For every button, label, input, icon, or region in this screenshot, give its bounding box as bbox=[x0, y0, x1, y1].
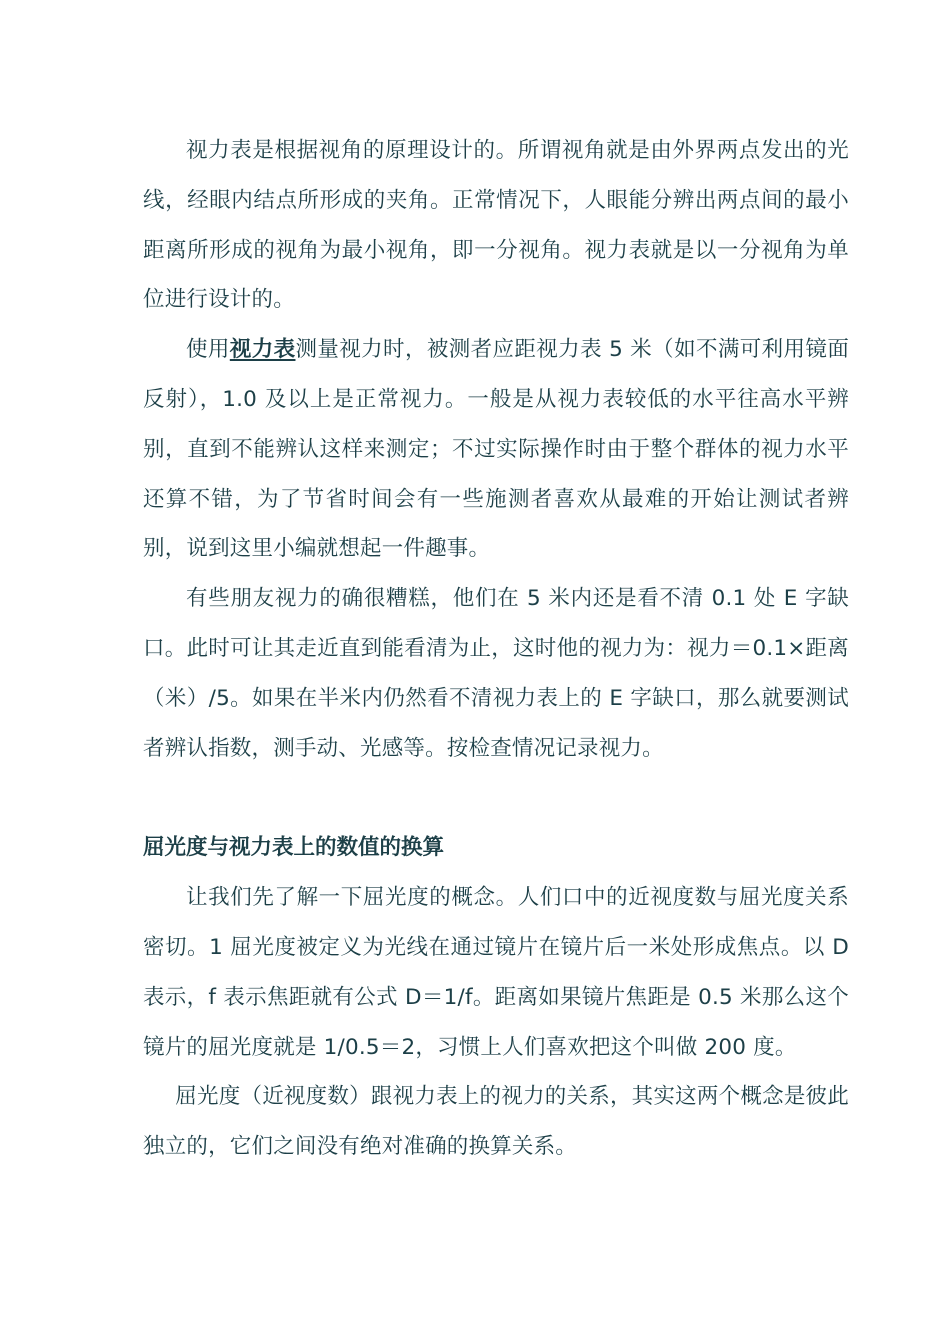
vision-chart-link[interactable]: 视力表 bbox=[229, 337, 296, 363]
section-spacer bbox=[143, 773, 849, 823]
paragraph-visual-angle: 视力表是根据视角的原理设计的。所谓视角就是由外界两点发出的光线，经眼内结点所形成的夹角。正常情况下，人眼能分辨出两点间的最小距离所形成的视角为最小视角，即一分视角。视力表就是以一分视角为单位进行设计的。 bbox=[143, 138, 849, 313]
paragraph-measurement bbox=[143, 325, 849, 574]
paragraph-measurement-body: 测量视力时，被测者应距视力表 5 米（如不满可利用镜面反射），1.0 及以上是正常视力。一般是从视力表较低的水平往高水平辨别，直到不能辨认这样来测定；不过实际操作时由于整个群体的视力水平还算不错，为了节省时间会有一些施测者喜欢从最难的开始让测试者辨别，说到这里小编就想起一件趣事。 bbox=[143, 337, 850, 562]
paragraph-diopter-definition: 让我们先了解一下屈光度的概念。人们口中的近视度数与屈光度关系密切。1 屈光度被定义为光线在通过镜片在镜片后一米处形成焦点。以 D 表示，f 表示焦距就有公式 D＝1/f。距离如果镜片焦距是 0.5 米那么这个镜片的屈光度就是 1/0.5＝2，习惯上人们喜欢把这个叫做 200 度。 bbox=[143, 885, 849, 1060]
section-heading: 屈光度与视力表上的数值的换算 bbox=[143, 835, 445, 861]
paragraph-diopter-relation: 屈光度（近视度数）跟视力表上的视力的关系，其实这两个概念是彼此独立的，它们之间没有绝对准确的换算关系。 bbox=[143, 1084, 849, 1160]
paragraph-poor-vision: 有些朋友视力的确很糟糕，他们在 5 米内还是看不清 0.1 处 E 字缺口。此时可让其走近直到能看清为止，这时他的视力为：视力＝0.1×距离（米）/5。如果在半米内仍然看不清视力表上的 E 字缺口，那么就要测试者辨认指数，测手动、光感等。按检查情况记录视力。 bbox=[143, 586, 849, 761]
document-body bbox=[143, 126, 849, 1172]
paragraph-measurement-lead: 使用 bbox=[186, 337, 230, 363]
